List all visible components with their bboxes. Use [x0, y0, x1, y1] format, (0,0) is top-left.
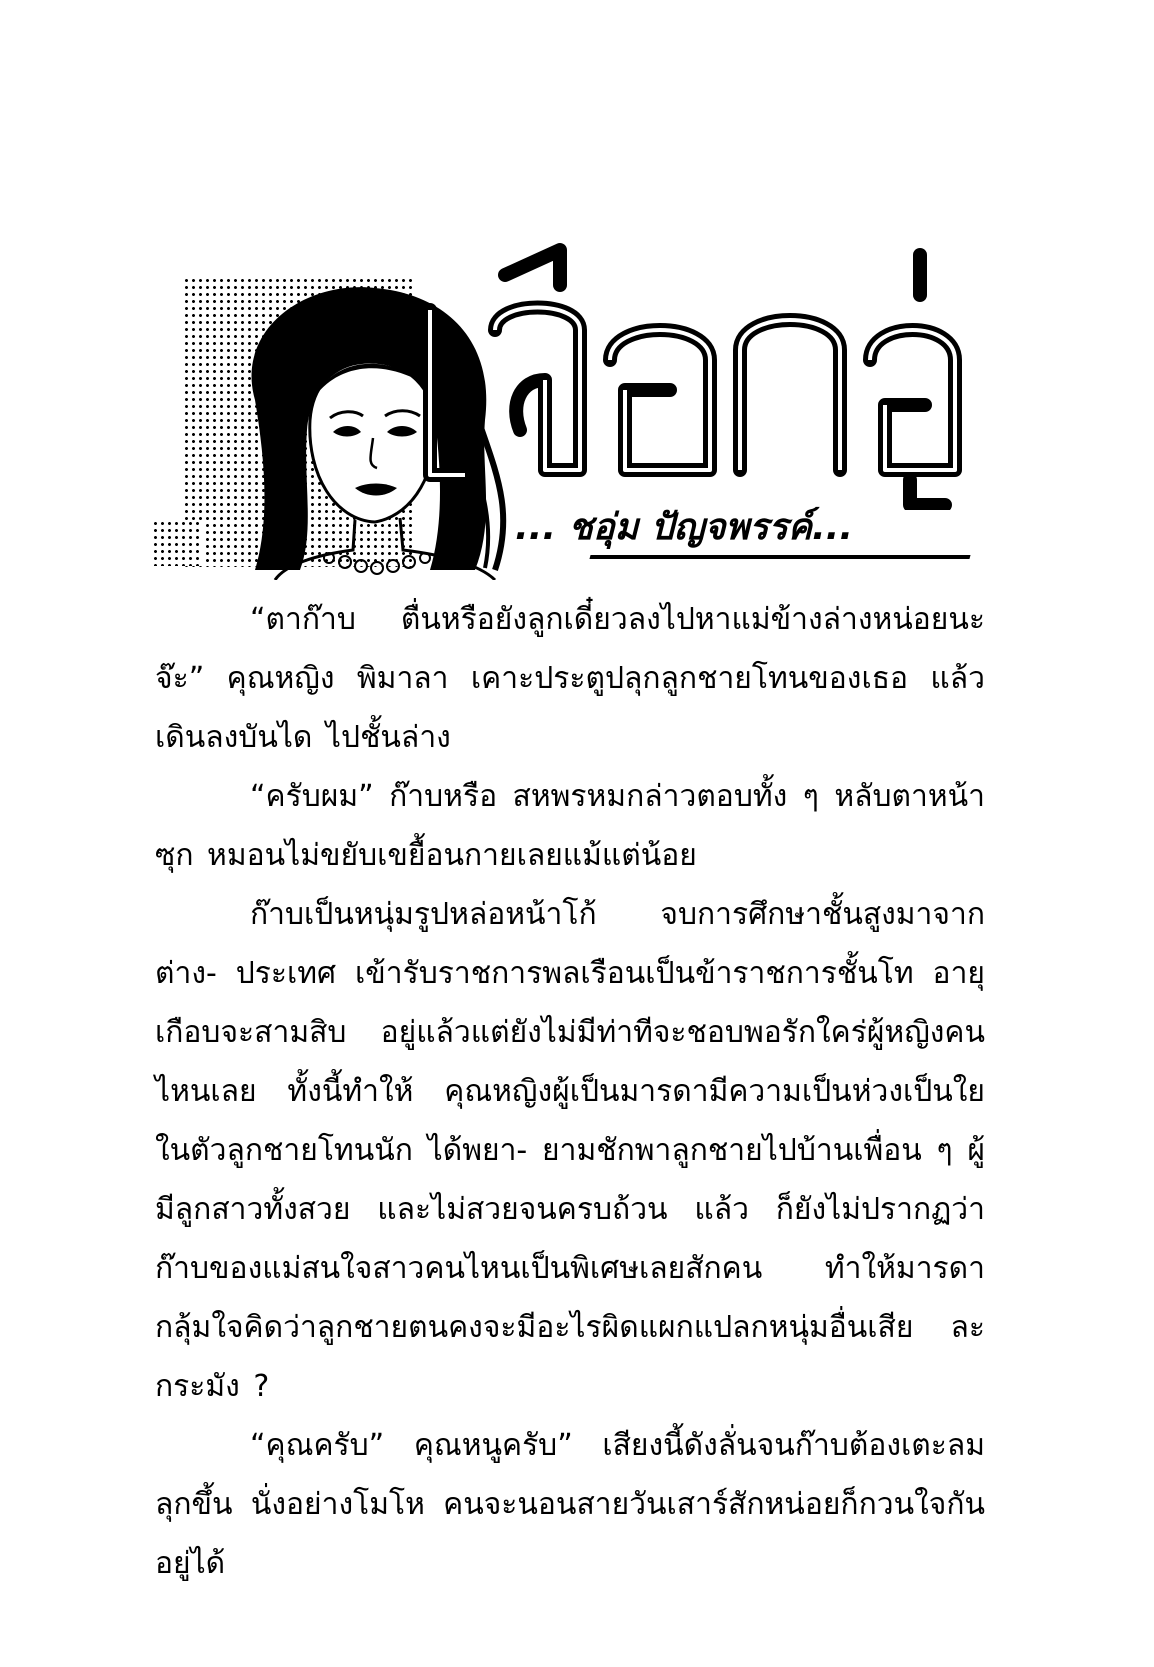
story-header	[150, 230, 1010, 580]
author-byline: ... ชอุ่ม ปัญจพรรค์...	[515, 507, 854, 548]
story-body	[155, 590, 985, 1593]
paragraph: “คุณครับ” คุณหนูครับ” เสียงนี้ดังลั่นจนก๊าบต้องเตะลมลุกขึ้น นั่งอย่างโมโห คนจะนอนสายวันเสาร์สักหน่อยก็กวนใจกันอยู่ได้	[155, 1428, 985, 1581]
paragraph: “ตาก๊าบ ตื่นหรือยังลูกเดี๋ยวลงไปหาแม่ข้างล่างหน่อยนะจ๊ะ” คุณหญิง พิมาลา เคาะประตูปลุกลูกชายโทนของเธอ แล้วเดินลงบันได ไปชั้นล่าง	[155, 602, 985, 755]
paragraph: ก๊าบเป็นหนุ่มรูปหล่อหน้าโก้ จบการศึกษาชั้นสูงมาจากต่าง- ประเทศ เข้ารับราชการพลเรือนเป็นข้าราชการชั้นโท อายุเกือบจะสามสิบ อยู่แล้วแต่ยังไม่มีท่าทีจะชอบพอรักใคร่ผู้หญิงคนไหนเลย ทั้งนี้ทำให้ คุณหญิงผู้เป็นมารดามีความเป็นห่วงเป็นใยในตัวลูกชายโทนนัก ได้พยา- ยามชักพาลูกชายไปบ้านเพื่อน ๆ ผู้มีลูกสาวทั้งสวย และไม่สวยจนครบถ้วน แล้ว ก็ยังไม่ปรากฏว่า ก๊าบของแม่สนใจสาวคนไหนเป็นพิเศษเลยสักคน ทำให้มารดากลุ้มใจคิดว่าลูกชายตนคงจะมีอะไรผิดแผกแปลกหนุ่มอื่นเสีย ละกระมัง ?	[155, 897, 985, 1404]
paragraph: “ครับผม” ก๊าบหรือ สหพรหมกล่าวตอบทั้ง ๆ หลับตาหน้าซุก หมอนไม่ขยับเขยื้อนกายเลยแม้แต่น้อย	[155, 779, 985, 873]
byline-underline	[589, 555, 970, 559]
